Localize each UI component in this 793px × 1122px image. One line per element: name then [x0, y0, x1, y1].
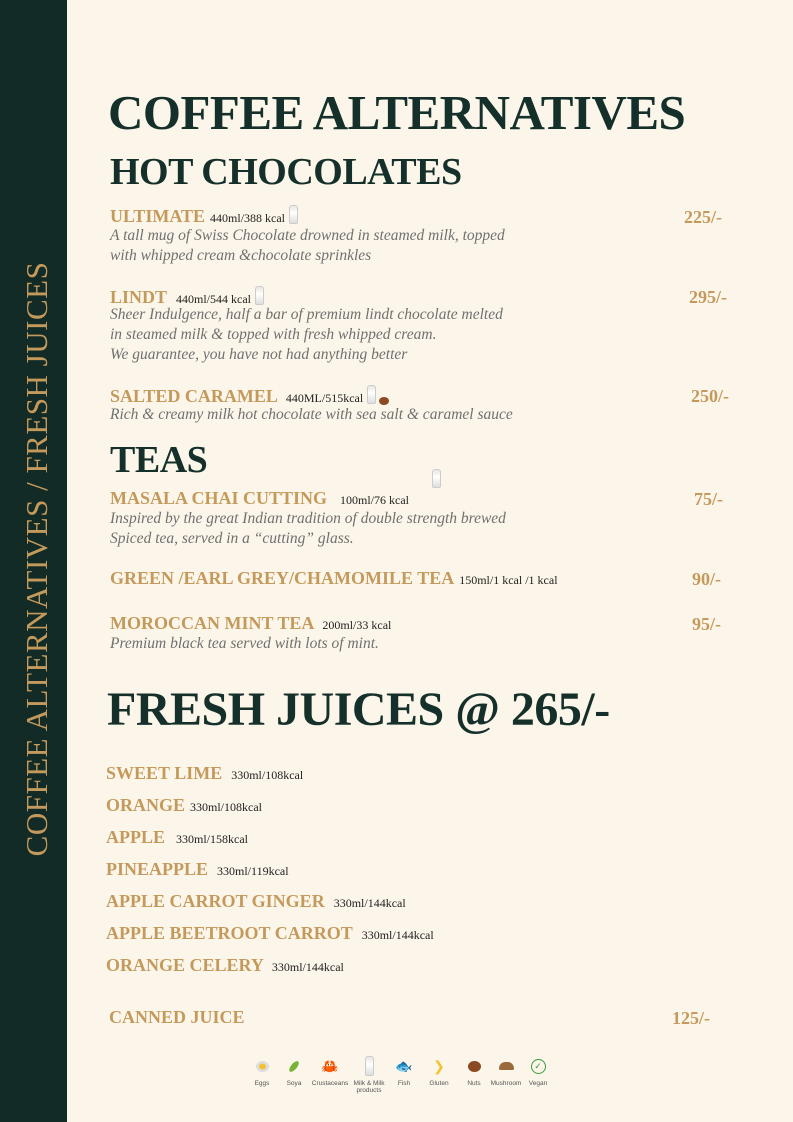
price: 75/- [694, 489, 723, 509]
legend-gluten [420, 1056, 458, 1094]
legend-mushroom [490, 1056, 522, 1094]
legend-soya [278, 1056, 310, 1094]
legend-crustaceans [310, 1056, 350, 1094]
sidebar [0, 0, 67, 1122]
legend-label: Eggs [254, 1080, 270, 1087]
juice-item [106, 763, 303, 784]
item-description [110, 634, 379, 654]
juice-item [106, 795, 262, 816]
legend-vegan [522, 1056, 554, 1094]
legend-label: Crustaceans [311, 1080, 349, 1087]
legend-label: Nuts [467, 1080, 481, 1087]
price: 90/- [692, 569, 721, 589]
legend-label: Gluten [429, 1080, 449, 1087]
item-meta: 200ml/33 kcal [322, 618, 392, 632]
item-name: APPLE BEETROOT CARROT [106, 923, 353, 943]
menu-item-green-tea [110, 568, 558, 589]
price: 225/- [684, 207, 722, 227]
item-meta: 330ml/158kcal [176, 832, 249, 846]
price: 125/- [672, 1008, 710, 1028]
item-meta: 330ml/144kcal [333, 896, 406, 910]
item-meta: 330ml/119kcal [217, 864, 289, 878]
item-meta: 330ml/144kcal [271, 960, 344, 974]
canned-juice-name: CANNED JUICE [109, 1007, 245, 1027]
legend-nuts [458, 1056, 490, 1094]
item-meta: 150ml/1 kcal /1 kcal [459, 573, 558, 587]
desc-line: in steamed milk & topped with fresh whipped cream. [110, 326, 437, 343]
soya-icon [291, 1056, 297, 1076]
milk-icon [432, 469, 441, 488]
milk-icon [289, 205, 298, 224]
desc-line: with whipped cream &chocolate sprinkles [110, 247, 372, 264]
sidebar-vertical-title: COFFEE ALTERNATIVES / FRESH JUICES [19, 261, 54, 857]
gluten-icon: ❯ [433, 1057, 445, 1074]
legend-eggs [246, 1056, 278, 1094]
menu-item-moroccan-mint-tea [110, 613, 391, 634]
item-meta: 100ml/76 kcal [340, 493, 410, 507]
legend-fish [388, 1056, 420, 1094]
item-name: GREEN /EARL GREY/CHAMOMILE TEA [110, 568, 455, 588]
item-name: MOROCCAN MINT TEA [110, 613, 315, 633]
desc-line: Spiced tea, served in a “cutting” glass. [110, 530, 354, 547]
egg-icon [256, 1056, 269, 1076]
item-name: ORANGE [106, 795, 186, 815]
milk-icon [367, 385, 376, 404]
legend-label: Vegan [528, 1080, 548, 1087]
price: 295/- [689, 287, 727, 307]
juice-item [106, 923, 434, 944]
nuts-icon [468, 1056, 481, 1076]
desc-line: Inspired by the great Indian tradition of double strength brewed [110, 510, 506, 527]
price: 95/- [692, 614, 721, 634]
legend-label: Fish [397, 1080, 411, 1087]
crab-icon: 🦀 [321, 1057, 339, 1074]
price: 250/- [691, 386, 729, 406]
legend-label: Milk & Milk products [353, 1080, 385, 1094]
item-meta: 330ml/108kcal [190, 800, 263, 814]
item-description [110, 405, 513, 425]
item-description [110, 509, 506, 549]
juice-item [106, 827, 248, 848]
desc-line: Sheer Indulgence, half a bar of premium lindt chocolate melted [110, 306, 503, 323]
section-heading-fresh-juices: FRESH JUICES @ 265/- [107, 683, 610, 736]
desc-line: We guarantee, you have not had anything better [110, 346, 408, 363]
section-heading-teas: TEAS [110, 439, 208, 481]
menu-item-masala-chai [110, 488, 409, 509]
juice-item [106, 859, 289, 880]
vegan-icon: ✓ [531, 1056, 546, 1076]
desc-line: A tall mug of Swiss Chocolate drowned in steamed milk, topped [110, 227, 505, 244]
item-name: ORANGE CELERY [106, 955, 264, 975]
desc-line: Premium black tea served with lots of mint. [110, 635, 379, 652]
item-name: ULTIMATE [110, 206, 206, 226]
item-meta: 440ML/515kcal [285, 391, 364, 405]
legend-milk [350, 1056, 388, 1094]
milk-icon [255, 286, 264, 305]
juice-item [106, 955, 344, 976]
item-meta: 330ml/108kcal [231, 768, 304, 782]
legend-label: Soya [286, 1080, 302, 1087]
item-name: APPLE CARROT GINGER [106, 891, 325, 911]
legend-label: Mushroom [490, 1080, 522, 1087]
page-title: COFFEE ALTERNATIVES [108, 85, 686, 140]
juice-item [106, 891, 406, 912]
fish-icon: 🐟 [395, 1057, 413, 1074]
item-description [110, 305, 503, 365]
section-heading-hot-chocolates: HOT CHOCOLATES [110, 151, 462, 193]
desc-line: Rich & creamy milk hot chocolate with sea salt & caramel sauce [110, 406, 513, 423]
mushroom-icon [499, 1056, 514, 1076]
item-name: PINEAPPLE [106, 859, 209, 879]
milk-icon [365, 1056, 374, 1076]
nuts-icon [379, 397, 389, 405]
item-name: SWEET LIME [106, 763, 223, 783]
item-name: APPLE [106, 827, 166, 847]
menu-item-salted-caramel [110, 385, 389, 407]
item-name: LINDT [110, 287, 168, 307]
item-meta: 440ml/388 kcal [210, 211, 286, 225]
item-name: SALTED CARAMEL [110, 386, 278, 406]
item-meta: 330ml/144kcal [361, 928, 434, 942]
item-meta: 440ml/544 kcal [176, 292, 252, 306]
menu-item-ultimate [110, 205, 298, 227]
allergen-legend [246, 1056, 554, 1094]
item-name: MASALA CHAI CUTTING [110, 488, 328, 508]
item-description [110, 226, 505, 266]
